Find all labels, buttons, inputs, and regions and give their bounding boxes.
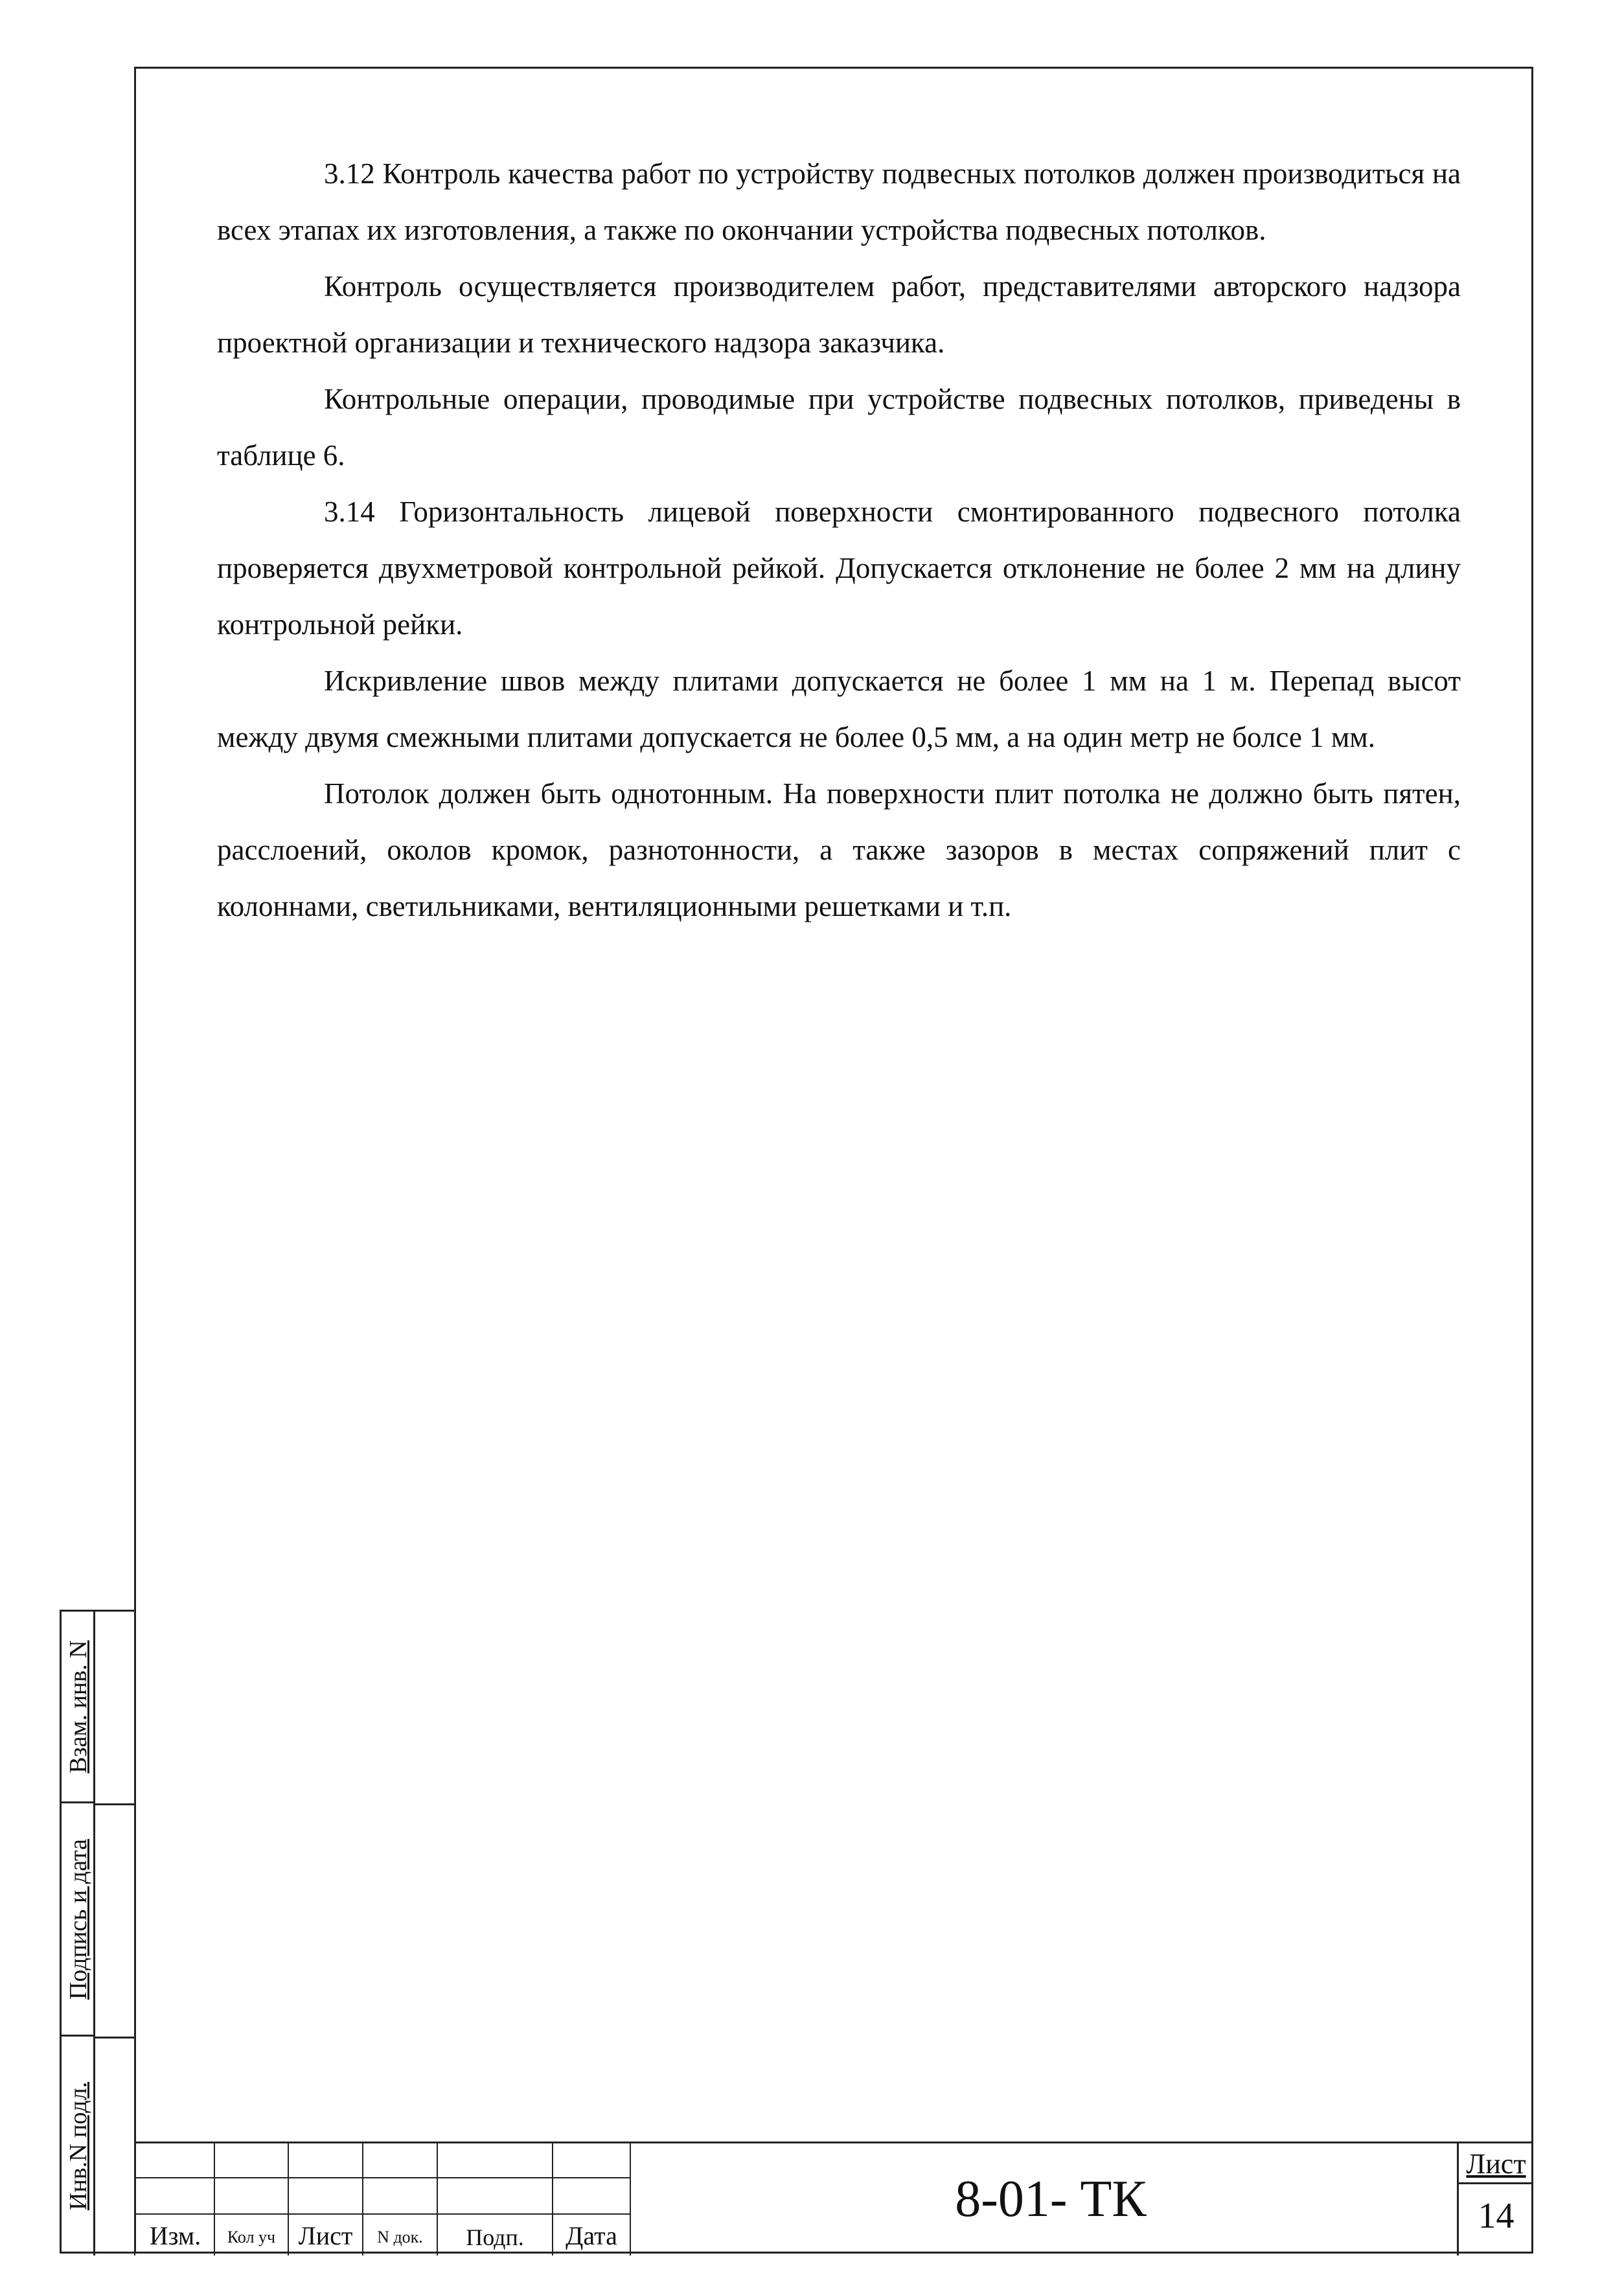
side-cell-podpis-data: [62, 1803, 95, 2037]
side-divider: [95, 2037, 134, 2038]
side-cell-inv-podl: [62, 2037, 95, 2255]
sheet-divider: [1459, 2182, 1533, 2184]
side-stamp-strip: [60, 1610, 134, 2254]
paragraph-ceiling-uniform: Потолок должен быть однотонным. На поверхности плит потолка не должно быть пятен, расслоений, околов кромок, разнотонности, а также зазоров в местах сопряжений плит с колоннами, светильниками, вентиляционными решетками и т.п.: [217, 777, 1461, 922]
paragraph-seam-curvature: Искривление швов между плитами допускается не более 1 мм на 1 м. Перепад высот между двумя смежными плитами допускается не более 0,5 мм, а на один метр не болсе 1 мм.: [217, 665, 1461, 753]
paragraph-3-12: 3.12 Контроль качества работ по устройству подвесных потолков должен производиться на всех этапах их изготовления, а также по окончании устройства подвесных потолков.: [217, 157, 1461, 246]
paragraph-control-persons: Контроль осуществляется производителем работ, представителями авторского надзора проектной организации и технического надзора заказчика.: [217, 270, 1461, 359]
side-cell-vzam-inv: [62, 1612, 95, 1803]
label-list: Лист: [298, 2221, 353, 2250]
paragraph-3-14: 3.14 Горизонтальность лицевой поверхности смонтированного подвесного потолка проверяется двухметровой контрольной рейкой. Допускается отклонение не более 2 мм на длину контрольной рейки.: [217, 496, 1461, 641]
document-body: [217, 146, 1461, 935]
document-code: 8-01- ТК: [955, 2171, 1147, 2228]
title-block-row-line: [134, 2177, 630, 2178]
title-block-row-line: [134, 2213, 630, 2215]
side-label-inv-podl: Инв.N подл.: [65, 2081, 92, 2211]
sheet-label: Лист: [1466, 2148, 1526, 2180]
sheet-number: 14: [1478, 2196, 1515, 2236]
label-data: Дата: [566, 2221, 617, 2250]
side-label-podpis-data: Подпись и дата: [65, 1838, 92, 2000]
paragraph-control-operations: Контрольные операции, проводимые при устройстве подвесных потолков, приведены в таблице 6.: [217, 383, 1461, 472]
side-divider: [95, 1803, 134, 1805]
label-izm: Изм.: [149, 2221, 201, 2250]
label-n-dok: N док.: [377, 2228, 423, 2246]
title-block: [134, 2141, 1533, 2254]
sheet-number-box: [1457, 2143, 1533, 2255]
label-podp: Подп.: [466, 2224, 524, 2250]
label-kol-uch: Кол уч: [227, 2228, 276, 2246]
side-label-vzam-inv: Взам. инв. N: [65, 1639, 92, 1774]
title-block-col-line: [134, 2143, 135, 2255]
